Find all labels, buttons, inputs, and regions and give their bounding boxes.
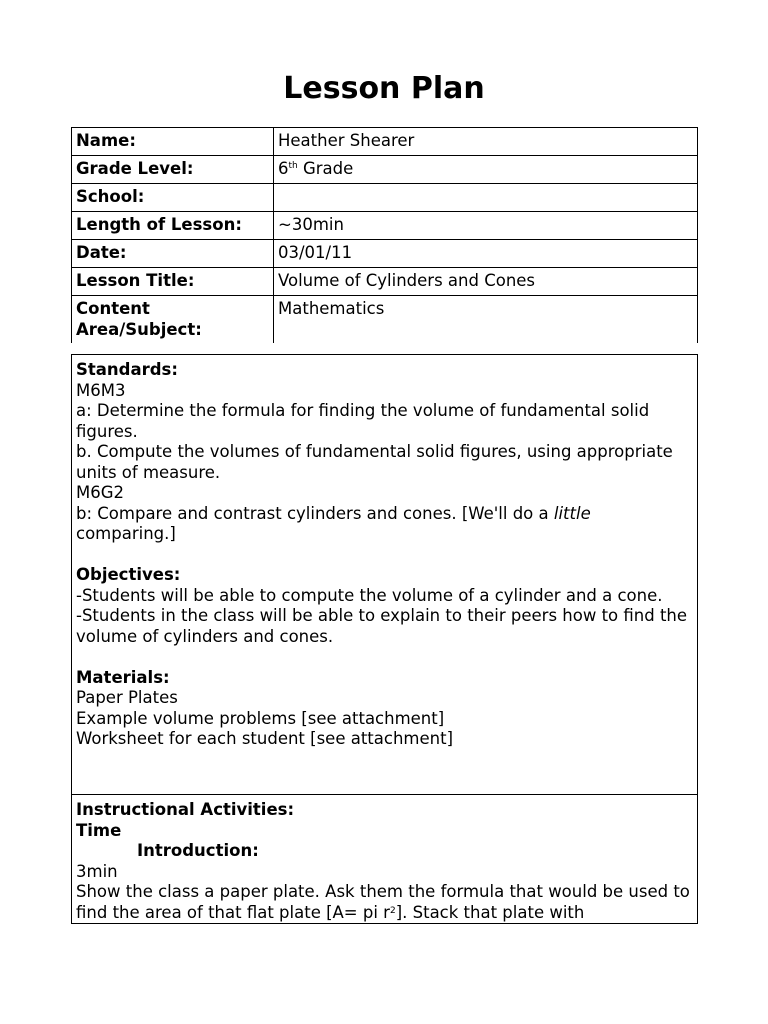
standard-item: a: Determine the formula for finding the volume of fundamental solid figures.	[76, 401, 650, 441]
lesson-title-label: Lesson Title:	[72, 268, 274, 296]
activity-superscript: 2	[389, 905, 396, 916]
grade-text: Grade	[297, 159, 354, 178]
activity-text: Show the class a paper plate. Ask them the formula that would be used to find the area of that flat plate [A= pi r	[76, 882, 690, 922]
content-label-line2: Area/Subject:	[76, 320, 202, 339]
table-row	[72, 212, 698, 240]
standard-text: b: Compare and contrast cylinders and cones. [We'll do a	[76, 503, 554, 523]
activity-duration: 3min	[76, 861, 118, 881]
activity-text: ]. Stack that plate with	[395, 902, 585, 922]
activity-description	[76, 882, 693, 923]
standard-code: M6G2	[76, 483, 125, 502]
material-item: Example volume problems [see attachment]	[76, 708, 445, 728]
lesson-title-value: Volume of Cylinders and Cones	[274, 268, 698, 296]
standard-text: comparing.]	[76, 524, 176, 543]
grade-label: Grade Level:	[72, 156, 274, 184]
materials-heading: Materials:	[76, 667, 170, 687]
activities-heading: Instructional Activities:	[76, 800, 295, 819]
school-label: School:	[72, 184, 274, 212]
introduction-heading: Introduction:	[137, 841, 259, 860]
objective-item: -Students in the class will be able to explain to their peers how to find the volume of cylinders and cones.	[76, 606, 688, 646]
length-value: ~30min	[274, 212, 698, 240]
content-label-line1: Content	[76, 299, 150, 318]
standards-heading: Standards:	[76, 360, 178, 379]
content-area-value: Mathematics	[274, 296, 698, 344]
content-area-label	[72, 296, 274, 344]
activities-box	[71, 794, 698, 924]
page-title: Lesson Plan	[283, 71, 485, 106]
time-heading: Time	[76, 820, 122, 840]
name-label: Name:	[72, 128, 274, 156]
material-item: Paper Plates	[76, 688, 178, 707]
table-row	[72, 184, 698, 212]
name-value: Heather Shearer	[274, 128, 698, 156]
table-row	[72, 268, 698, 296]
table-row	[72, 296, 698, 344]
grade-number: 6	[278, 159, 289, 178]
standard-emphasis: little	[553, 503, 591, 523]
grade-value	[274, 156, 698, 184]
objectives-heading: Objectives:	[76, 565, 181, 584]
objective-item: -Students will be able to compute the volume of a cylinder and a cone.	[76, 585, 663, 605]
standard-item: b. Compute the volumes of fundamental solid figures, using appropriate units of measure.	[76, 442, 673, 482]
lesson-info-table	[71, 127, 698, 343]
table-row	[72, 156, 698, 184]
date-label: Date:	[72, 240, 274, 268]
table-row	[72, 128, 698, 156]
date-value: 03/01/11	[274, 240, 698, 268]
standard-item	[76, 504, 693, 545]
grade-superscript: th	[288, 161, 298, 171]
table-row	[72, 240, 698, 268]
standards-box	[71, 354, 698, 795]
school-value	[274, 184, 698, 212]
material-item: Worksheet for each student [see attachment]	[76, 729, 454, 748]
standard-code: M6M3	[76, 380, 126, 400]
length-label: Length of Lesson:	[72, 212, 274, 240]
